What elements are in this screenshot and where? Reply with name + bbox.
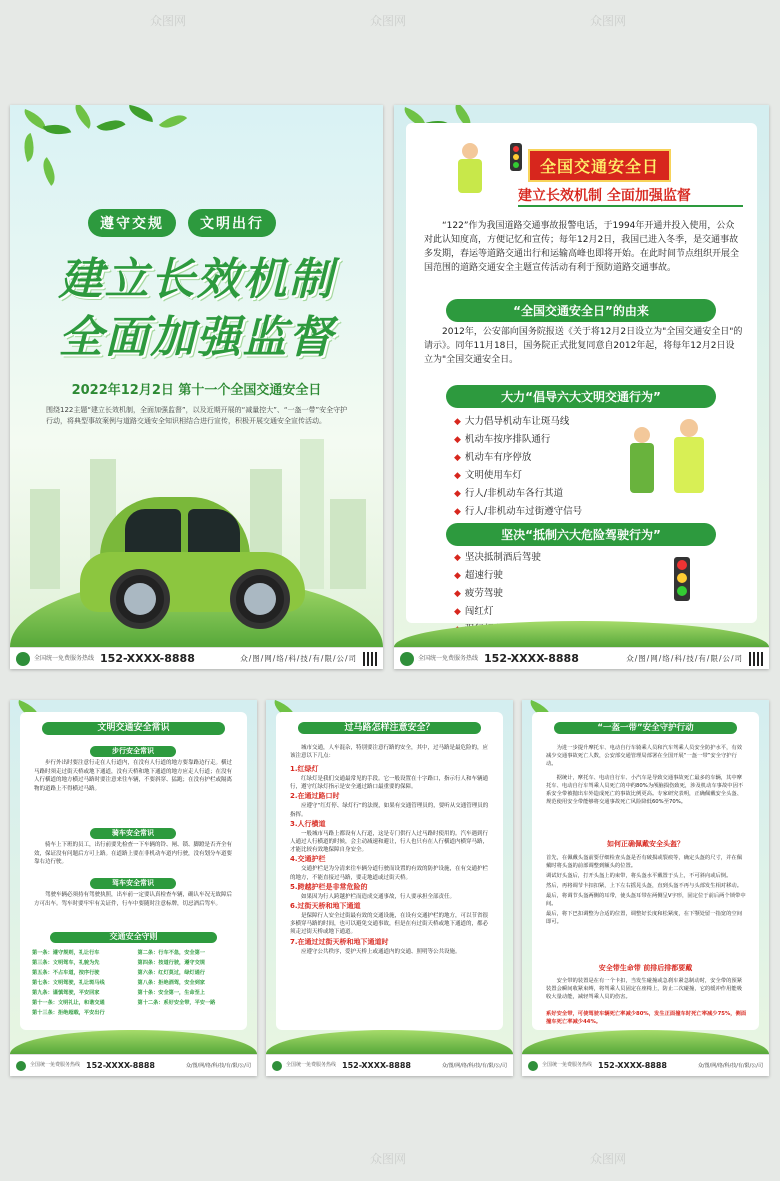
content-card <box>276 712 503 1030</box>
watermark: 众图网 <box>150 14 187 28</box>
tip-text: 一般城市马路上都设有人行道，这是专门供行人过马路时使用的。汽车遇到行人通过人行横道的时候，会主动减速和避让，行人也只有在人行横道内横穿马路，才能比较有效地保障自身安全。 <box>290 830 489 854</box>
content-card <box>406 123 757 623</box>
footer-org: 全国统一免费服务热线 <box>286 1062 337 1068</box>
text-drive: 驾驶车辆必须持有驾驶执照，出车前一定要认真检查车辆，确认车况无故障后方可出车。驾车时要牢牢有关证件，行车中要随时注意标牌，切忌酒后驾车。 <box>34 892 233 907</box>
footer-org: 全国统一免费服务热线 <box>30 1062 81 1068</box>
rule-item: 第四条：按道行驶，遵守交规 <box>137 960 205 966</box>
section-civilized: 大力“倡导六大文明交通行为” <box>446 385 716 408</box>
footer <box>10 1054 257 1076</box>
step-item: 最后，将调节头盔两侧的耳带，使头盔耳带在两侧呈V字形，固定位于前后两个锁带中间。 <box>546 893 746 907</box>
text-bike: 骑车上下班的员工，出行前要先检查一下车辆的铃、闸、锁、脚蹬是否齐全有效，保证没有问题后方可上路。在道路上要在非机动车道内行驶，没有划分车道要靠右边行驶。 <box>34 842 233 865</box>
sub-bike: 骑车安全常识 <box>90 828 176 839</box>
qr-code-icon <box>749 652 763 666</box>
footer-phone: 152-XXXX-8888 <box>598 1061 667 1070</box>
list-item: ◆ 行人/非机动车各行其道 <box>454 485 582 503</box>
footer-phone: 152-XXXX-8888 <box>86 1061 155 1070</box>
list-item: ◆ 行人/非机动车过街遵守信号 <box>454 503 582 521</box>
tip-heading: 5.跨越护栏是非常危险的 <box>290 882 368 891</box>
poster4-intro: 城市交通，人车混杂，特别要注意行路的安全，其中，过马路是最危险的，应该注意以下几点： <box>290 745 489 760</box>
rule-item: 第七条：文明驾驶，礼让斑马线 <box>32 980 105 986</box>
sub-rules: 交通安全守则 <box>50 932 217 943</box>
rule-item: 第八条：拒绝酒驾，安全到家 <box>137 980 205 986</box>
tip-text: 是保障行人安全过街最有效的交通设施，在设有交通护栏的地方，可以节省很多横穿马路的时间，也可以避免交通事故，但是在有过街天桥或地下通道的，都必须走过街天桥或地下通道。 <box>290 913 489 936</box>
watermark: 众图网 <box>370 1152 407 1166</box>
content-card <box>532 712 759 1030</box>
step-item: 最后，将下巴扣调整为合适的位置，调整好长度和松紧度，在下颚处留一指宽的空间即可。 <box>546 911 742 925</box>
rule-item: 第二条：行车不急，安全第一 <box>137 950 205 956</box>
rule-item: 第三条：文明驾车，礼貌为先 <box>32 960 100 966</box>
list-item: ◆ 文明使用车灯 <box>454 467 582 485</box>
poster5-intro2: 据统计，摩托车、电动自行车、小汽车是导致交通事故死亡最多的车辆，其中摩托车、电动自行车驾乘人员死亡的中约80%为颅脑损伤致死，涉及机动车事故中因不系安全带被抛出车外造成死亡的事故比例更高。专家研究表明，正确佩戴安全头盔、规范使用安全带能够将交通事故死亡风险降低60%至70%。 <box>546 775 744 805</box>
logo-icon <box>16 1061 26 1071</box>
rule-item: 第十二条：系好安全带，平安一路 <box>137 1000 216 1006</box>
footer-phone: 152-XXXX-8888 <box>484 652 579 665</box>
footer <box>266 1054 513 1076</box>
footer-phone: 152-XXXX-8888 <box>100 652 195 665</box>
date-line: 2022年12月2日 第十一个全国交通安全日 <box>71 383 322 398</box>
tip-text: 交通护栏是为分清来往车辆分道行驶而设置的有效的防护设施，在有交通护栏的地方，不能直接过马路，要走地道或过街天桥。 <box>290 866 489 881</box>
poster5-intro: 为进一步提升摩托车、电动自行车骑乘人员和汽车驾乘人员安全防护水平，有效减少交通事故死亡人数，公安部交通管理局部署在全国开展“一盔一带”安全守护行动。 <box>546 745 742 767</box>
footer-company: 众/图/网/络/科/技/有/限/公/司 <box>185 1063 251 1069</box>
police-illustration <box>624 419 734 509</box>
rules-grid <box>32 948 237 1018</box>
tip-heading: 1.红绿灯 <box>290 765 319 773</box>
watermark: 众图网 <box>590 14 627 28</box>
main-title-line2: 全面加强监督 <box>58 312 335 363</box>
poster-1 <box>10 105 383 669</box>
sub-walk: 步行安全常识 <box>90 746 176 757</box>
rule-item: 第五条：不占车道，按序行驶 <box>32 970 100 976</box>
poster-3 <box>10 700 257 1076</box>
tip-heading: 2.在通过路口时 <box>290 792 340 801</box>
footer <box>10 647 383 669</box>
footer-company: 众/图/网/络/科/技/有/限/公/司 <box>441 1063 507 1069</box>
logo-icon <box>528 1061 538 1071</box>
footer-company: 众/图/网/络/科/技/有/限/公/司 <box>626 654 743 663</box>
footer-company: 众/图/网/络/科/技/有/限/公/司 <box>240 654 357 663</box>
belt-text: 安全带的装置是在有一个卡扣，当发生碰撞或急刹车紧急制动时，安全带的预紧装置会瞬间收紧束缚，将驾乘人员固定在座椅上，防止二次碰撞，它的缓冲作用能吸收大量动能，减轻驾乘人员的伤害。 <box>546 978 742 1000</box>
watermark: 众图网 <box>370 14 407 28</box>
tip-text: 红绿灯是我们交通最常见的手段。它一般设置在十字路口，指示行人和车辆通行，遵守红绿灯指示是安全通过路口最重要的保障。 <box>290 776 489 791</box>
slogan-left: 遵守交规 <box>88 209 176 237</box>
content-card <box>20 712 247 1030</box>
step-item: 首先，在佩戴头盔前要仔细检查头盔是否有破损或裂痕等，确定头盔的尺寸，并在佩戴时将头盔的前部调整到额头的位置。 <box>546 855 742 869</box>
tip-text: 应遵守公共秩序，爱护天桥上或通道内的交通、照明等公共设施。 <box>301 948 461 955</box>
sub-drive: 驾车安全常识 <box>90 878 176 889</box>
poster-2 <box>394 105 769 669</box>
poster3-header: 文明交通安全常识 <box>42 722 225 735</box>
logo-icon <box>400 652 414 666</box>
tip-heading: 6.过街天桥和地下通道 <box>290 902 361 911</box>
list-item: ◆ 坚决抵制酒后驾驶 <box>454 549 573 567</box>
rule-item: 第九条：谨慎驾驶，平安回家 <box>32 990 100 996</box>
rule-item: 第十一条：文明礼让，和谐交通 <box>32 1000 105 1006</box>
section-dangerous: 坚决“抵制六大危险驾驶行为” <box>446 523 716 546</box>
belt-stat: 系好安全带，可使驾驶车辆死亡率减少80%，发生正面撞车时死亡率减少75%，侧面撞车死亡率减少44%。 <box>546 1011 747 1025</box>
footer-phone: 152-XXXX-8888 <box>342 1061 411 1070</box>
list-item: ◆ 超速行驶 <box>454 567 573 585</box>
qr-code-icon <box>363 652 377 666</box>
rule-item: 第十条：安全第一，生命至上 <box>137 990 205 996</box>
rule-item: 第一条：遵守规则，礼让行车 <box>32 950 100 956</box>
tip-heading: 7.在通过过街天桥和地下通道时 <box>290 937 389 946</box>
section-origin: “全国交通安全日”的由来 <box>446 299 716 322</box>
list-item: ◆ 疲劳驾驶 <box>454 585 573 603</box>
step-item: 调试好头盔后，打开头盔上的束带，将头盔水平戴置于头上，不可斜向或后倒。 <box>546 873 732 879</box>
belt-subtitle: 安全带生命带 前排后排都要戴 <box>598 964 693 972</box>
traffic-light-icon <box>674 557 690 601</box>
rule-item: 第六条：红灯莫过，绿灯通行 <box>137 970 205 976</box>
badge-title: 全国交通安全日 <box>528 149 671 182</box>
footer <box>522 1054 769 1076</box>
tip-text: 如果因为行人跨越护栏而造成交通事故，行人要承担全部责任。 <box>301 893 456 900</box>
logo-icon <box>16 652 30 666</box>
helmet-steps <box>546 854 747 928</box>
tip-heading: 3.人行横道 <box>290 819 326 828</box>
car-illustration <box>80 497 310 637</box>
poster-5 <box>522 700 769 1076</box>
tips-list <box>290 764 491 956</box>
poster-4 <box>266 700 513 1076</box>
tip-text: 应遵守“红灯停、绿灯行”的法规，如果有交通管理员的，要听从交通管理员的指挥。 <box>290 803 489 818</box>
list-item: ◆ 大力倡导机动车让斑马线 <box>454 413 582 431</box>
para-origin: 2012年，公安部向国务院报送《关于将12月2日设立为"全国交通安全日"的请示》。同年11月18日，国务院正式批复同意自2012年起，将每年12月2日设立为"全国交通安全日。 <box>424 327 743 365</box>
footer <box>394 647 769 669</box>
footer-org: 全国统一免费服务热线 <box>542 1062 593 1068</box>
watermark: 众图网 <box>590 1152 627 1166</box>
slogan-right: 文明出行 <box>188 209 276 237</box>
civilized-list <box>454 413 582 521</box>
intro-text: 围绕122主题“建立长效机制，全面加强监督”，以及近期开展的“减量控大”、“一盔一带”安全守护行动，将典型事故案例与道路交通安全知识相结合进行宣传，积极开展交通安全宣传活动。 <box>46 406 348 425</box>
main-title-line1: 建立长效机制 <box>58 254 335 305</box>
helmet-subtitle: 如何正确佩戴安全头盔？ <box>607 840 684 848</box>
footer-org: 全国统一免费服务热线 <box>418 655 479 662</box>
poster5-header: “一盔一带”安全守护行动 <box>554 722 737 734</box>
rule-item: 第十三条：拒绝超载，平安出行 <box>32 1010 105 1016</box>
tip-heading: 4.交通护栏 <box>290 855 326 864</box>
footer-org: 全国统一免费服务热线 <box>34 655 95 662</box>
footer-company: 众/图/网/络/科/技/有/限/公/司 <box>697 1063 763 1069</box>
list-item: ◆ 机动车有序停放 <box>454 449 582 467</box>
list-item: ◆ 机动车按序排队通行 <box>454 431 582 449</box>
poster2-subtitle: 建立长效机制 全面加强监督 <box>518 188 691 204</box>
para-122: “122”作为我国道路交通事故报警电话，于1994年开通并投入使用，公众对此认知度高，方便记忆和宣传；每年12月2日，我国已进入冬季，是交通事故多发期，春运等道路交通出行和运输高峰也即将开始。在此时间节点组织开展全国范围的道路交通安全主题宣传活动有利于预防道路交通事故。 <box>424 221 740 273</box>
poster4-header: 过马路怎样注意安全？ <box>298 722 481 734</box>
step-item: 然后，再将调节卡扣扣紧，上下左右摇晃头盔，直到头盔不再与头部发生相对移动。 <box>546 883 742 889</box>
list-item: ◆ 闯红灯 <box>454 603 573 621</box>
text-walk: 步行外出时要注意行走在人行道内，在没有人行道的地方要靠路边行走。横过马路时须走过街天桥或地下通道，没有天桥和地下通道的地方应走人行道；在没有人行横道的地方横过马路时要注意来往车辆，不要斜穿、猛跑；在没有护栏或隔离物的道路上不得横过马路。 <box>34 760 233 792</box>
logo-icon <box>272 1061 282 1071</box>
